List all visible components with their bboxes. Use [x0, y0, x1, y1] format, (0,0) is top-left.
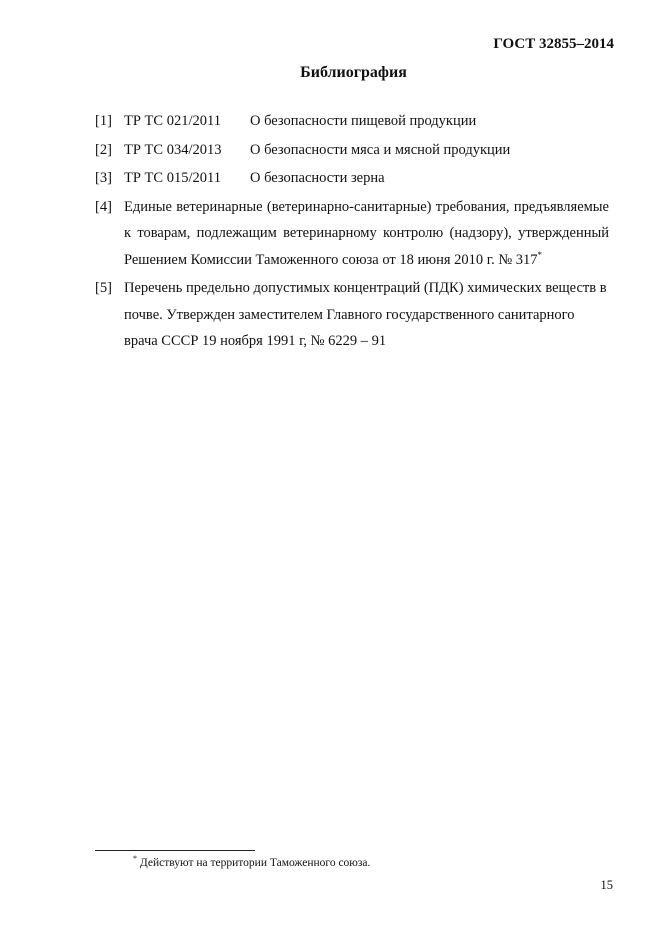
page-number: 15: [600, 878, 613, 892]
footnote: [133, 854, 371, 869]
item-code: ТР ТС 021/2011: [124, 113, 221, 129]
item-text: О безопасности пищевой продукции: [250, 113, 477, 129]
footnote-mark: *: [133, 854, 137, 863]
item-text: О безопасности зерна: [250, 170, 385, 186]
bibliography-item: [95, 108, 609, 135]
page-title: Библиография: [300, 64, 407, 81]
footnote-divider: [95, 850, 255, 851]
item-text: Единые ветеринарные (ветеринарно-санитарные) требования, предъявляемые к товарам, подлежащим ветеринарному контролю (надзору), утвержденный Решением Комиссии Таможенного союза от 18 июня 2010 г. № 317: [124, 198, 609, 268]
bibliography-item: [95, 165, 609, 192]
bibliography-item: [95, 194, 609, 274]
item-number: [3]: [95, 170, 112, 186]
footnote-marker: *: [537, 249, 543, 260]
item-number: [1]: [95, 113, 112, 129]
bibliography-item: [95, 275, 609, 355]
footnote-text: Действуют на территории Таможенного союза.: [137, 857, 371, 869]
bibliography-item: [95, 137, 609, 164]
item-text: Перечень предельно допустимых концентраций (ПДК) химических веществ в почве. Утвержден заместителем Главного государственного санитарного врача СССР 19 ноября 1991 г, № 6229 – 91: [124, 280, 607, 349]
document-code: ГОСТ 32855–2014: [493, 36, 614, 52]
item-code: ТР ТС 034/2013: [124, 141, 222, 158]
bibliography-list: [95, 108, 609, 357]
item-number: [2]: [95, 141, 112, 158]
item-number: [4]: [95, 198, 112, 215]
item-number: [5]: [95, 280, 112, 296]
item-code: ТР ТС 015/2011: [124, 170, 221, 186]
item-text: О безопасности мяса и мясной продукции: [250, 141, 511, 158]
